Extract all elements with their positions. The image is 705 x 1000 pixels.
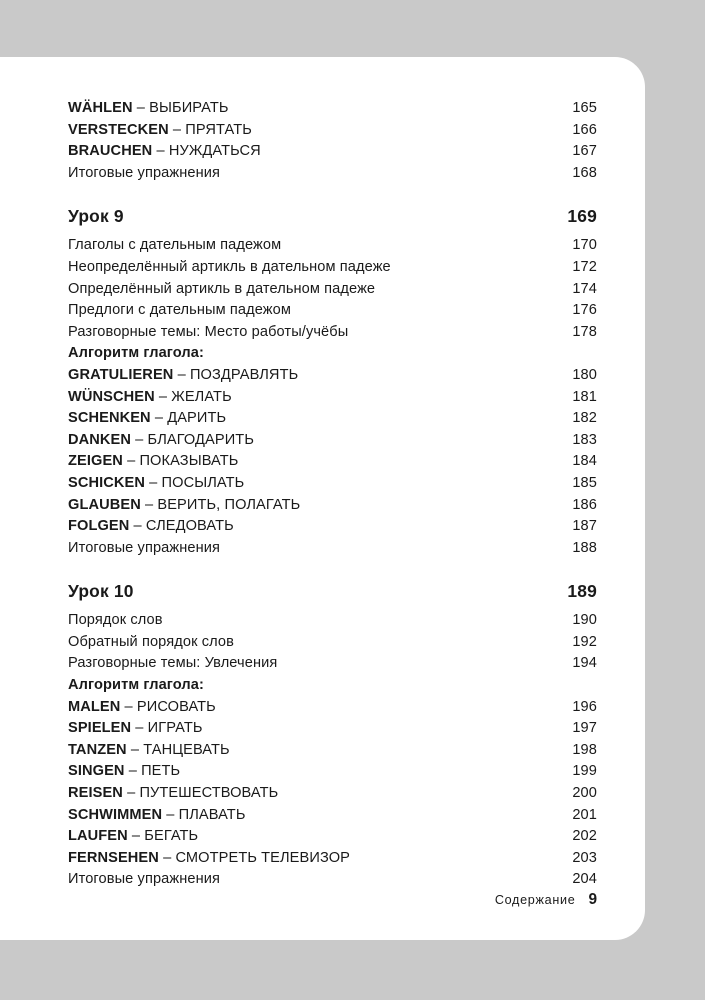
toc-term-german: SCHICKEN xyxy=(68,474,146,491)
toc-entry-row[interactable] xyxy=(68,655,597,677)
toc-term-translation: – ИГРАТЬ xyxy=(131,720,203,737)
toc-term-translation: – ДАРИТЬ xyxy=(150,410,227,427)
toc-entry-row[interactable] xyxy=(68,871,597,893)
toc-entry-page-number: 204 xyxy=(572,871,597,888)
toc-entry-row[interactable] xyxy=(68,410,597,432)
toc-entry-page-number: 169 xyxy=(567,206,597,227)
toc-entry-title: Итоговые упражнения xyxy=(68,539,221,556)
toc-entry-page-number: 180 xyxy=(572,366,597,383)
toc-term-translation: – ВЫБИРАТЬ xyxy=(132,100,229,116)
toc-term-german: GLAUBEN xyxy=(68,496,141,513)
toc-entry-title: Глаголы с дательным падежом xyxy=(68,237,282,254)
toc-entry-page-number: 174 xyxy=(572,280,597,297)
toc-entry-page-number: 170 xyxy=(572,237,597,254)
toc-entry-page-number: 189 xyxy=(567,581,597,602)
toc-entry-row[interactable] xyxy=(68,367,597,389)
toc-entry-row[interactable] xyxy=(68,828,597,850)
toc-entry-row[interactable] xyxy=(68,432,597,454)
toc-entry-term xyxy=(68,453,238,469)
toc-term-translation: – ТАНЦЕВАТЬ xyxy=(126,741,230,758)
toc-entry-row[interactable] xyxy=(68,497,597,519)
toc-entry-row[interactable] xyxy=(68,785,597,807)
toc-entry-row[interactable] xyxy=(68,302,597,324)
toc-entry-title: Обратный порядок слов xyxy=(68,633,234,650)
toc-term-translation: – НУЖДАТЬСЯ xyxy=(152,143,261,160)
toc-entry-page-number: 182 xyxy=(572,410,597,427)
toc-entry-page-number: 197 xyxy=(572,720,597,737)
toc-term-german: SCHENKEN xyxy=(68,410,151,427)
toc-entry-title: Разговорные темы: Увлечения xyxy=(68,655,278,672)
toc-term-german: ZEIGEN xyxy=(68,453,123,470)
page-footer xyxy=(495,891,597,909)
toc-entry-page-number: 165 xyxy=(572,100,597,116)
toc-entry-row[interactable] xyxy=(68,389,597,411)
toc-entry-page-number: 194 xyxy=(572,655,597,672)
toc-entry-term xyxy=(68,432,254,448)
toc-term-german: FERNSEHEN xyxy=(68,849,159,866)
toc-term-german: SCHWIMMEN xyxy=(68,806,163,823)
toc-entry-row[interactable] xyxy=(68,720,597,742)
toc-entry-term xyxy=(68,143,261,159)
toc-lesson-title: Урок 9 xyxy=(68,206,124,227)
toc-entry-row[interactable] xyxy=(68,850,597,872)
toc-entry-title: Порядок слов xyxy=(68,612,163,629)
toc-entry-term xyxy=(68,828,198,844)
toc-term-german: TANZEN xyxy=(68,741,127,758)
toc-term-german: Алгоритм глагола: xyxy=(68,345,204,362)
toc-lesson-row[interactable] xyxy=(68,206,597,237)
toc-lesson-row[interactable] xyxy=(68,581,597,612)
toc-entry-title: Неопределённый артикль в дательном падеже xyxy=(68,258,391,275)
toc-entry-page-number: 200 xyxy=(572,785,597,802)
section-spacer xyxy=(68,186,597,206)
toc-entry-row[interactable] xyxy=(68,634,597,656)
toc-term-translation: – СМОТРЕТЬ ТЕЛЕВИЗОР xyxy=(158,849,350,866)
toc-entry-page-number: 176 xyxy=(572,302,597,319)
toc-entry-row[interactable] xyxy=(68,100,597,122)
toc-entry-page-number: 172 xyxy=(572,258,597,275)
toc-entry-page-number: 199 xyxy=(572,763,597,780)
toc-entry-term xyxy=(68,850,350,866)
toc-entry-row[interactable] xyxy=(68,475,597,497)
toc-entry-row[interactable] xyxy=(68,677,597,699)
toc-entry-title: Итоговые упражнения xyxy=(68,164,221,181)
toc-entry-title: Определённый артикль в дательном падеже xyxy=(68,280,376,297)
toc-entry-title: Разговорные темы: Место работы/учёбы xyxy=(68,323,349,340)
toc-entry-term xyxy=(68,497,300,513)
toc-term-german: WÄHLEN xyxy=(68,100,133,116)
toc-term-translation: – ВЕРИТЬ, ПОЛАГАТЬ xyxy=(140,496,301,513)
toc-entry-page-number: 196 xyxy=(572,698,597,715)
toc-entry-term xyxy=(68,785,278,801)
toc-term-german: VERSTECKEN xyxy=(68,121,169,138)
toc-entry-term xyxy=(68,122,252,138)
toc-entry-page-number: 183 xyxy=(572,431,597,448)
toc-entry-page-number: 178 xyxy=(572,323,597,340)
toc-entry-page-number: 167 xyxy=(572,143,597,160)
toc-entry-row[interactable] xyxy=(68,540,597,562)
toc-entry-page-number: 186 xyxy=(572,496,597,513)
toc-entry-title: Предлоги с дательным падежом xyxy=(68,302,292,319)
toc-entry-page-number: 188 xyxy=(572,539,597,556)
toc-entry-page-number: 201 xyxy=(572,806,597,823)
toc-entry-term xyxy=(68,100,229,116)
toc-entry-row[interactable] xyxy=(68,763,597,785)
toc-entry-page-number: 203 xyxy=(572,849,597,866)
toc-term-translation: – ПЕТЬ xyxy=(124,763,181,780)
toc-term-translation: – СЛЕДОВАТЬ xyxy=(129,518,234,535)
toc-term-translation: – РИСОВАТЬ xyxy=(120,698,216,715)
toc-entry-page-number: 190 xyxy=(572,612,597,629)
toc-entry-term xyxy=(68,807,246,823)
toc-entry-term xyxy=(68,720,203,736)
toc-term-translation: – ПРЯТАТЬ xyxy=(168,121,252,138)
section-spacer xyxy=(68,561,597,581)
toc-term-german: FOLGEN xyxy=(68,518,130,535)
toc-entry-row[interactable] xyxy=(68,281,597,303)
toc-entry-page-number: 198 xyxy=(572,741,597,758)
toc-entry-page-number: 185 xyxy=(572,474,597,491)
toc-entry-term xyxy=(68,742,230,758)
toc-lesson-title: Урок 10 xyxy=(68,581,134,602)
toc-entry-row[interactable] xyxy=(68,165,597,187)
toc-entry-page-number: 168 xyxy=(572,164,597,181)
toc-entry-row[interactable] xyxy=(68,699,597,721)
book-page xyxy=(0,57,645,940)
toc-term-translation: – ПОЗДРАВЛЯТЬ xyxy=(173,366,299,383)
toc-term-translation: – ПУТЕШЕСТВОВАТЬ xyxy=(122,785,279,802)
toc-term-german: LAUFEN xyxy=(68,828,128,845)
toc-term-german: Алгоритм глагола: xyxy=(68,677,204,694)
toc-term-translation: – БЕГАТЬ xyxy=(127,828,199,845)
toc-term-german: GRATULIEREN xyxy=(68,366,174,383)
toc-entry-row[interactable] xyxy=(68,122,597,144)
toc-entry-row[interactable] xyxy=(68,237,597,259)
toc-entry-row[interactable] xyxy=(68,807,597,829)
toc-term-german: MALEN xyxy=(68,698,121,715)
toc-term-translation: – ПОСЫЛАТЬ xyxy=(145,474,245,491)
toc-entry-row[interactable] xyxy=(68,324,597,346)
toc-entry-page-number: 166 xyxy=(572,121,597,138)
toc-term-german: SINGEN xyxy=(68,763,125,780)
toc-entry-term xyxy=(68,345,204,361)
toc-entry-page-number: 181 xyxy=(572,388,597,405)
toc-entry-title: Итоговые упражнения xyxy=(68,871,221,888)
toc-term-translation: – ПОКАЗЫВАТЬ xyxy=(122,453,239,470)
toc-entry-term xyxy=(68,475,244,491)
toc-entry-row[interactable] xyxy=(68,742,597,764)
toc-entry-term xyxy=(68,699,216,715)
toc-entry-term xyxy=(68,410,226,426)
toc-term-translation: – БЛАГОДАРИТЬ xyxy=(131,431,254,448)
toc-entry-row[interactable] xyxy=(68,453,597,475)
toc-entry-page-number: 184 xyxy=(572,453,597,470)
toc-entry-row[interactable] xyxy=(68,143,597,165)
toc-entry-page-number: 202 xyxy=(572,828,597,845)
footer-label: Содержание xyxy=(494,893,576,907)
toc-entry-row[interactable] xyxy=(68,345,597,367)
footer-page-number: 9 xyxy=(588,891,597,908)
toc-entry-term xyxy=(68,518,234,534)
toc-term-german: DANKEN xyxy=(68,431,132,448)
toc-term-translation: – ПЛАВАТЬ xyxy=(162,806,246,823)
toc-term-german: REISEN xyxy=(68,785,123,802)
toc-entry-term xyxy=(68,367,298,383)
table-of-contents xyxy=(68,100,597,893)
toc-entry-term xyxy=(68,389,232,405)
toc-term-german: SPIELEN xyxy=(68,720,132,737)
toc-term-german: WÜNSCHEN xyxy=(68,388,155,405)
toc-entry-page-number: 192 xyxy=(572,633,597,650)
toc-term-german: BRAUCHEN xyxy=(68,143,153,160)
toc-entry-term xyxy=(68,763,180,779)
toc-entry-term xyxy=(68,677,204,693)
toc-entry-row[interactable] xyxy=(68,259,597,281)
toc-entry-page-number: 187 xyxy=(572,518,597,535)
toc-term-translation: – ЖЕЛАТЬ xyxy=(154,388,232,405)
toc-entry-row[interactable] xyxy=(68,518,597,540)
toc-entry-row[interactable] xyxy=(68,612,597,634)
